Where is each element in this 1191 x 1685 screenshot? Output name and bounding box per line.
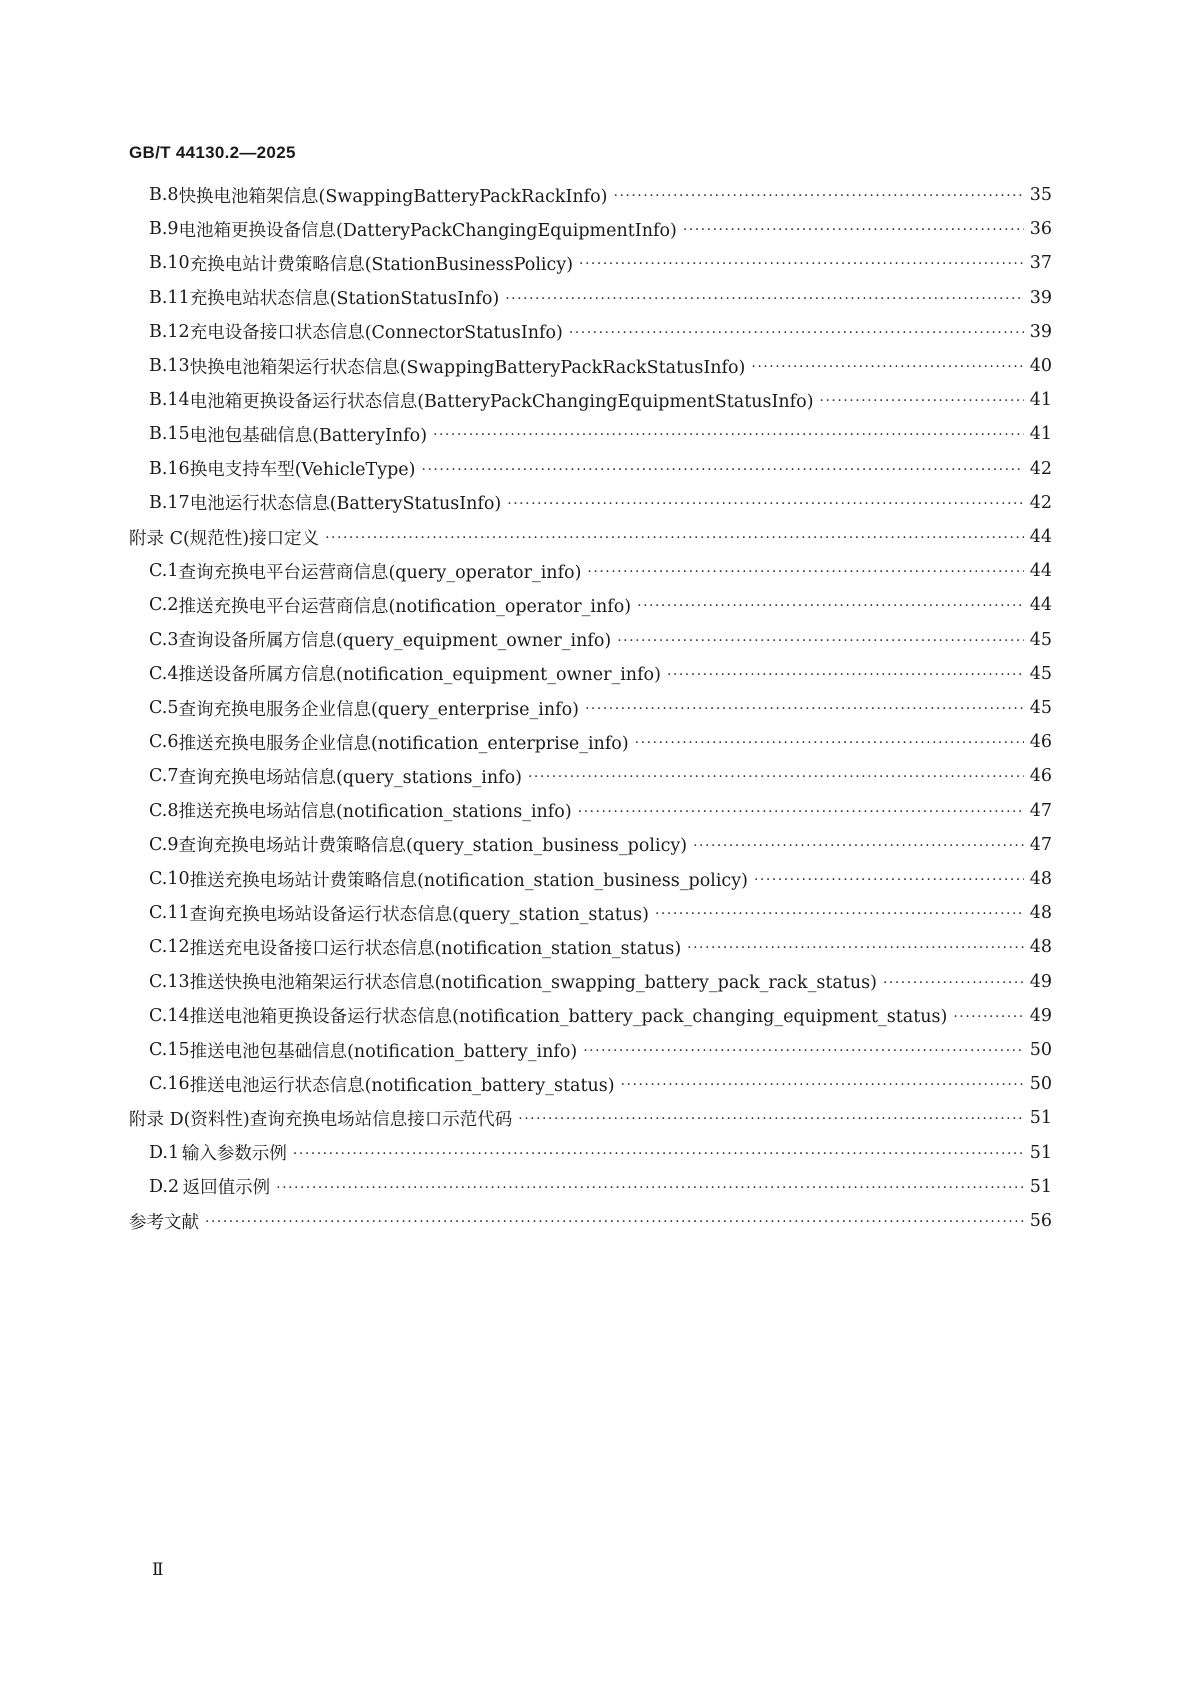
toc-entry-number: C.6 [149, 732, 179, 753]
toc-entry-title: 推送充换电场站信息(notification_stations_info) [178, 802, 572, 823]
toc-entry-title: 输入参数示例 [181, 1144, 287, 1165]
toc-leader-dots [528, 767, 1024, 785]
toc-entry-title: 电池箱更换设备运行状态信息(BatteryPackChangingEquipmentStatusInfo) [189, 391, 814, 412]
toc-leader-dots [433, 425, 1024, 443]
toc-entry[interactable] [149, 660, 1052, 688]
toc-entry-number: C.7 [149, 766, 179, 787]
toc-entry-title: 查询设备所属方信息(query_equipment_owner_info) [178, 631, 612, 652]
toc-entry-page: 47 [1029, 800, 1052, 821]
toc-entry-page: 49 [1029, 971, 1052, 992]
toc-entry-number: C.16 [149, 1074, 190, 1095]
standard-code-header: GB/T 44130.2—2025 [129, 143, 296, 162]
toc-entry-page: 42 [1029, 458, 1052, 479]
toc-entry[interactable] [149, 181, 1052, 209]
toc-entry-page: 51 [1029, 1142, 1052, 1163]
toc-entry-number: C.14 [149, 1005, 190, 1026]
toc-entry-page: 47 [1029, 834, 1052, 855]
toc-entry-page: 39 [1029, 287, 1052, 308]
toc-entry-page: 41 [1029, 424, 1052, 445]
toc-entry-page: 49 [1029, 1005, 1052, 1026]
toc-leader-dots [754, 870, 1024, 888]
toc-leader-dots [293, 1144, 1024, 1162]
toc-entry-number: B.9 [149, 219, 179, 240]
toc-leader-dots [569, 323, 1024, 341]
toc-entry[interactable] [149, 1002, 1052, 1030]
toc-leader-dots [276, 1178, 1024, 1196]
toc-leader-dots [579, 254, 1024, 272]
toc-entry-number: 附录 D(资料性) [129, 1109, 250, 1130]
toc-entry-page: 37 [1029, 253, 1052, 274]
toc-entry-number: B.17 [149, 492, 190, 513]
toc-entry[interactable] [149, 352, 1052, 380]
toc-entry-number: D.2 [149, 1176, 180, 1197]
toc-entry-page: 41 [1029, 390, 1052, 411]
toc-entry-page: 45 [1029, 629, 1052, 650]
toc-leader-dots [585, 699, 1024, 717]
toc-entry-title: 快换电池箱架信息(SwappingBatteryPackRackInfo) [178, 186, 608, 207]
toc-entry-page: 44 [1029, 595, 1052, 616]
toc-entry-number: C.10 [149, 869, 190, 889]
toc-entry-page: 50 [1029, 1074, 1052, 1095]
toc-entry-number: D.1 [149, 1142, 180, 1163]
toc-entry[interactable] [149, 626, 1052, 654]
toc-entry-page: 48 [1029, 869, 1052, 889]
toc-entry-title: 推送充换电场站计费策略信息(notification_station_business_policy) [189, 870, 748, 891]
toc-entry[interactable] [149, 591, 1052, 619]
toc-entry-page: 51 [1029, 1108, 1052, 1129]
toc-entry-page: 42 [1029, 492, 1052, 513]
toc-entry[interactable] [149, 933, 1052, 961]
toc-entry[interactable] [149, 215, 1052, 243]
toc-entry-title: 电池包基础信息(BatteryInfo) [189, 425, 428, 446]
toc-entry-number: B.12 [149, 321, 190, 342]
toc-entry-page: 48 [1029, 903, 1052, 924]
toc-entry-page: 46 [1029, 732, 1052, 753]
toc-entry[interactable] [149, 489, 1052, 517]
toc-entry-title: 查询充换电服务企业信息(query_enterprise_info) [178, 699, 579, 720]
toc-entry-number: C.3 [149, 629, 179, 650]
toc-entry-number: B.10 [149, 253, 190, 274]
toc-leader-dots [667, 665, 1024, 683]
toc-entry-page: 48 [1029, 937, 1052, 958]
toc-entry[interactable] [149, 284, 1052, 312]
toc-entry-title: 推送充换电服务企业信息(notification_enterprise_info) [178, 733, 629, 754]
toc-entry-number: B.11 [149, 287, 190, 308]
toc-entry-number: B.14 [149, 390, 190, 411]
toc-leader-dots [693, 836, 1024, 854]
toc-leader-dots [505, 289, 1024, 307]
toc-entry-page: 44 [1029, 527, 1052, 547]
toc-entry-title: 参考文献 [129, 1212, 199, 1233]
toc-entry-title: 推送电池箱更换设备运行状态信息(notification_battery_pack_changing_equipment_status) [189, 1007, 948, 1028]
toc-entry[interactable] [149, 1036, 1052, 1064]
toc-entry-title: 查询充换电场站计费策略信息(query_station_business_policy) [178, 836, 688, 857]
toc-entry-number: C.5 [149, 698, 179, 718]
toc-leader-dots [205, 1212, 1024, 1230]
toc-entry[interactable] [129, 1104, 1052, 1132]
toc-entry-number: B.15 [149, 424, 190, 445]
toc-entry-title: 快换电池箱架运行状态信息(SwappingBatteryPackRackStatusInfo) [189, 357, 746, 378]
toc-leader-dots [422, 460, 1024, 478]
toc-leader-dots [683, 220, 1024, 238]
toc-entry-number: C.4 [149, 663, 179, 684]
toc-entry[interactable] [149, 831, 1052, 859]
toc-leader-dots [518, 1109, 1023, 1127]
toc-leader-dots [655, 904, 1024, 922]
toc-leader-dots [621, 1075, 1024, 1093]
toc-entry-title: 充换电站状态信息(StationStatusInfo) [189, 289, 500, 310]
toc-leader-dots [637, 596, 1024, 614]
toc-entry-number: C.2 [149, 595, 179, 616]
toc-entry-page: 44 [1029, 561, 1052, 582]
toc-entry-title: 查询充换电场站信息接口示范代码 [249, 1109, 513, 1130]
toc-entry-page: 35 [1029, 185, 1052, 205]
toc-leader-dots [687, 938, 1024, 956]
toc-entry-number: C.12 [149, 937, 190, 958]
toc-entry-title: 电池运行状态信息(BatteryStatusInfo) [189, 494, 502, 515]
toc-leader-dots [635, 733, 1024, 751]
toc-entry-title: 查询充换电场站设备运行状态信息(query_station_status) [189, 904, 649, 925]
toc-entry-number: C.8 [149, 800, 179, 821]
toc-entry[interactable] [149, 1173, 1052, 1201]
toc-entry-page: 50 [1029, 1040, 1052, 1060]
toc-entry-title: 电池箱更换设备信息(DatteryPackChangingEquipmentInfo) [178, 220, 677, 241]
toc-entry[interactable] [149, 728, 1052, 756]
page-number-footer: Ⅱ [152, 1560, 164, 1580]
toc-entry[interactable] [149, 386, 1052, 414]
toc-entry[interactable] [149, 249, 1052, 277]
toc-entry[interactable] [149, 899, 1052, 927]
toc-entry-page: 46 [1029, 766, 1052, 787]
toc-entry-title: 查询充换电平台运营商信息(query_operator_info) [178, 562, 582, 583]
toc-entry-number: C.11 [149, 903, 190, 924]
toc-leader-dots [617, 631, 1023, 649]
toc-entry[interactable] [149, 455, 1052, 483]
toc-leader-dots [583, 1041, 1023, 1059]
toc-entry-title: 换电支持车型(VehicleType) [189, 460, 416, 481]
toc-entry-number: 附录 C(规范性) [129, 528, 250, 549]
toc-entry-title: 推送快换电池箱架运行状态信息(notification_swapping_battery_pack_rack_status) [189, 973, 877, 994]
toc-entry-title: 接口定义 [249, 528, 320, 549]
toc-entry[interactable] [149, 762, 1052, 790]
toc-leader-dots [820, 391, 1024, 409]
toc-entry[interactable] [149, 865, 1052, 893]
toc-leader-dots [614, 186, 1024, 204]
toc-leader-dots [507, 494, 1023, 512]
toc-entry-page: 45 [1029, 663, 1052, 684]
toc-entry[interactable] [149, 1070, 1052, 1098]
toc-entry-title: 充换电站计费策略信息(StationBusinessPolicy) [189, 254, 574, 275]
toc-entry[interactable] [149, 1139, 1052, 1167]
toc-entry-title: 推送充换电平台运营商信息(notification_operator_info) [178, 596, 632, 617]
toc-entry-page: 56 [1029, 1211, 1052, 1231]
toc-entry-page: 51 [1029, 1176, 1052, 1197]
toc-entry-page: 36 [1029, 219, 1052, 240]
toc-leader-dots [953, 1007, 1023, 1025]
toc-entry-page: 39 [1029, 321, 1052, 342]
toc-entry-title: 返回值示例 [182, 1178, 271, 1199]
toc-entry[interactable] [149, 694, 1052, 722]
toc-entry[interactable] [149, 968, 1052, 996]
toc-entry-number: B.8 [149, 185, 179, 205]
toc-entry-title: 查询充换电场站信息(query_stations_info) [178, 767, 522, 788]
toc-entry-number: B.13 [149, 356, 190, 376]
toc-entry[interactable] [129, 523, 1052, 551]
toc-entry-number: C.15 [149, 1040, 190, 1060]
toc-entry-title: 推送设备所属方信息(notification_equipment_owner_info) [178, 665, 661, 686]
toc-leader-dots [325, 528, 1024, 546]
toc-entry[interactable] [129, 1207, 1052, 1235]
toc-entry-number: B.16 [149, 458, 190, 479]
toc-entry[interactable] [149, 557, 1052, 585]
toc-entry-title: 推送电池包基础信息(notification_battery_info) [189, 1041, 578, 1062]
toc-leader-dots [751, 357, 1023, 375]
toc-entry[interactable] [149, 420, 1052, 448]
toc-entry-title: 充电设备接口状态信息(ConnectorStatusInfo) [189, 323, 563, 344]
toc-entry-number: C.1 [149, 561, 179, 582]
toc-leader-dots [587, 562, 1023, 580]
toc-entry[interactable] [149, 797, 1052, 825]
toc-entry-title: 推送充电设备接口运行状态信息(notification_station_status) [189, 938, 682, 959]
toc-entry-title: 推送电池运行状态信息(notification_battery_status) [189, 1075, 615, 1096]
toc-leader-dots [578, 802, 1024, 820]
toc-entry[interactable] [149, 318, 1052, 346]
toc-leader-dots [883, 973, 1024, 991]
toc-entry-number: C.13 [149, 971, 190, 992]
toc-entry-page: 45 [1029, 698, 1052, 718]
toc-entry-page: 40 [1029, 356, 1052, 376]
toc-entry-number: C.9 [149, 834, 179, 855]
